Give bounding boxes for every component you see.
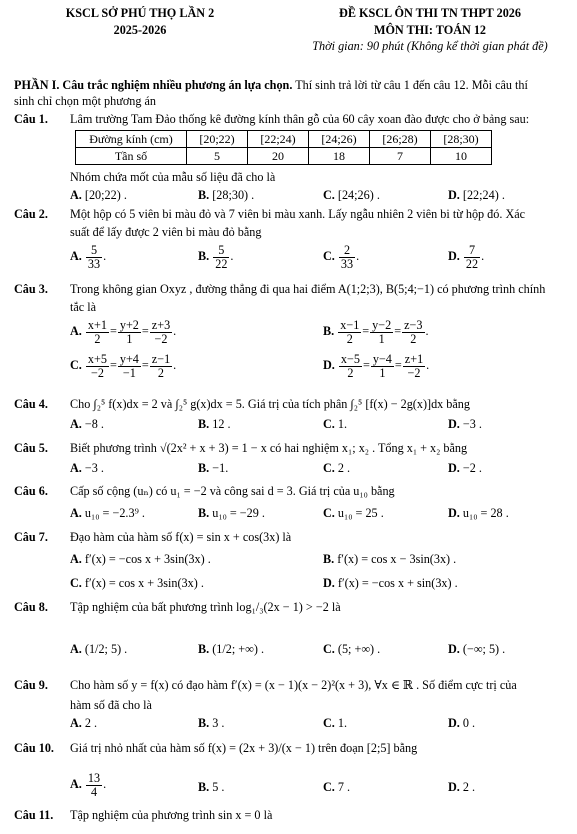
q3-option-a[interactable]: A. $\frac{x+1}{2}$ = $\frac{y+2}{1}$ = $\frac{z+3}{-2}$ . — [70, 318, 177, 346]
q7-option-d[interactable]: D. f′(x) = −cos x + sin(3x) . — [323, 576, 458, 590]
q11-label: Câu 11. — [14, 808, 54, 822]
q8-option-a[interactable]: A. (1/2; 5) . — [70, 642, 128, 656]
table-row — [76, 131, 492, 148]
q3-option-c[interactable]: C. $\frac{x+5}{-2}$ = $\frac{y+4}{-1}$ = $\frac{z-1}{2}$ . — [70, 352, 177, 380]
section-intro: PHẦN I. Câu trắc nghiệm nhiều phương án lựa chọn. Thí sinh trả lời từ câu 1 đến câu 12. Mỗi câu thí — [14, 78, 528, 92]
q6-option-a[interactable]: A. u₁₀ = −2.3⁹ . — [70, 506, 145, 520]
table-cell: [28;30) — [431, 131, 492, 148]
exam-header — [0, 6, 577, 61]
q6-option-c[interactable]: C. u₁₀ = 25 . — [323, 506, 384, 520]
table-cell: Tần số — [76, 148, 187, 165]
q10-text: Giá trị nhỏ nhất của hàm số f(x) = (2x + 3)/(x − 1) trên đoạn [2;5] bằng — [70, 741, 418, 755]
table-cell: [20;22) — [187, 131, 248, 148]
q4-label: Câu 4. — [14, 397, 48, 411]
q1-subtext: Nhóm chứa mốt của mẫu số liệu đã cho là — [70, 170, 276, 184]
q2-option-a[interactable]: A. $\frac{5}{33}$ . — [70, 243, 107, 271]
q8-option-c[interactable]: C. (5; +∞) . — [323, 642, 381, 656]
table-cell: 10 — [431, 148, 492, 165]
q5-option-b[interactable]: B. −1. — [198, 461, 229, 475]
q2-option-d[interactable]: D. $\frac{7}{22}$ . — [448, 243, 485, 271]
q8-text: Tập nghiệm của bất phương trình log₁/₃(2x − 1) > −2 là — [70, 600, 341, 614]
q7-option-a[interactable]: A. f′(x) = −cos x + 3sin(3x) . — [70, 552, 211, 566]
q9-option-a[interactable]: A. 2 . — [70, 716, 98, 730]
q1-option-d[interactable]: D. [22;24) . — [448, 188, 505, 202]
q8-option-d[interactable]: D. (−∞; 5) . — [448, 642, 506, 656]
q11-text: Tập nghiệm của phương trình sin x = 0 là — [70, 808, 273, 822]
q9-option-d[interactable]: D. 0 . — [448, 716, 476, 730]
q1-label: Câu 1. — [14, 112, 48, 126]
q3-label: Câu 3. — [14, 282, 48, 296]
table-cell: [26;28) — [370, 131, 431, 148]
table-cell: [24;26) — [309, 131, 370, 148]
q7-option-b[interactable]: B. f′(x) = cos x − 3sin(3x) . — [323, 552, 457, 566]
table-cell: 18 — [309, 148, 370, 165]
table-cell: 5 — [187, 148, 248, 165]
q2-text-line2: suất để lấy được 2 viên bi màu đỏ bằng — [70, 225, 262, 239]
q7-option-c[interactable]: C. f′(x) = cos x + 3sin(3x) . — [70, 576, 204, 590]
q9-text: Cho hàm số y = f(x) có đạo hàm f′(x) = (x − 1)(x − 2)²(x + 3), ∀x ∈ ℝ . Số điểm cực trị của — [70, 678, 517, 692]
school-year: 2025-2026 — [113, 23, 167, 37]
q4-option-a[interactable]: A. −8 . — [70, 417, 104, 431]
q9-text-line2: hàm số đã cho là — [70, 698, 152, 712]
q10-option-d[interactable]: D. 2 . — [448, 780, 476, 794]
q5-label: Câu 5. — [14, 441, 48, 455]
q10-option-a[interactable]: A. $\frac{13}{4}$ . — [70, 771, 107, 799]
q2-text: Một hộp có 5 viên bi màu đỏ và 7 viên bi màu xanh. Lấy ngẫu nhiên 2 viên bi từ hộp đó. Xác — [70, 207, 526, 221]
school-title: KSCL SỞ PHÚ THỌ LẦN 2 — [65, 6, 215, 20]
q9-option-b[interactable]: B. 3 . — [198, 716, 225, 730]
exam-title: ĐỀ KSCL ÔN THI TN THPT 2026 — [339, 6, 521, 20]
q6-option-b[interactable]: B. u₁₀ = −29 . — [198, 506, 265, 520]
q5-text: Biết phương trình √(2x² + x + 3) = 1 − x có hai nghiệm x₁; x₂ . Tổng x₁ + x₂ bằng — [70, 441, 468, 455]
q4-option-c[interactable]: C. 1. — [323, 417, 348, 431]
q3-text-line2: tắc là — [70, 300, 97, 314]
q8-option-b[interactable]: B. (1/2; +∞) . — [198, 642, 265, 656]
q4-option-d[interactable]: D. −3 . — [448, 417, 482, 431]
q2-option-b[interactable]: B. $\frac{5}{22}$ . — [198, 243, 234, 271]
table-row — [76, 148, 492, 165]
q10-option-c[interactable]: C. 7 . — [323, 780, 351, 794]
q5-option-d[interactable]: D. −2 . — [448, 461, 482, 475]
q9-option-c[interactable]: C. 1. — [323, 716, 348, 730]
q6-label: Câu 6. — [14, 484, 48, 498]
q1-text: Lâm trường Tam Đảo thống kê đường kính thân gỗ của 60 cây xoan đào được cho ở bảng sau: — [70, 112, 530, 126]
q10-label: Câu 10. — [14, 741, 54, 755]
q6-option-d[interactable]: D. u₁₀ = 28 . — [448, 506, 509, 520]
q7-label: Câu 7. — [14, 530, 48, 544]
exam-subject: MÔN THI: TOÁN 12 — [373, 23, 487, 37]
q3-option-b[interactable]: B. $\frac{x-1}{2}$ = $\frac{y-2}{1}$ = $\frac{z-3}{2}$ . — [323, 318, 429, 346]
section-intro-line2: sinh chỉ chọn một phương án — [14, 94, 157, 108]
q9-label: Câu 9. — [14, 678, 48, 692]
frequency-table — [75, 130, 492, 165]
table-cell: 7 — [370, 148, 431, 165]
q2-label: Câu 2. — [14, 207, 48, 221]
q1-option-b[interactable]: B. [28;30) . — [198, 188, 255, 202]
q5-option-a[interactable]: A. −3 . — [70, 461, 104, 475]
q5-option-c[interactable]: C. 2 . — [323, 461, 351, 475]
exam-duration: Thời gian: 90 phút (Không kể thời gian phát đề) — [312, 39, 548, 53]
q1-option-c[interactable]: C. [24;26) . — [323, 188, 380, 202]
table-cell: [22;24) — [248, 131, 309, 148]
q3-option-d[interactable]: D. $\frac{x-5}{2}$ = $\frac{y-4}{1}$ = $\frac{z+1}{-2}$ . — [323, 352, 430, 380]
q6-text: Cấp số cộng (uₙ) có u₁ = −2 và công sai d = 3. Giá trị của u₁₀ bằng — [70, 484, 395, 498]
q3-text: Trong không gian Oxyz , đường thẳng đi qua hai điểm A(1;2;3), B(5;4;−1) có phương trình chính — [70, 282, 546, 296]
q4-text: Cho ∫₂⁵ f(x)dx = 2 và ∫₂⁵ g(x)dx = 5. Giá trị của tích phân ∫₂⁵ [f(x) − 2g(x)]dx bằng — [70, 397, 470, 411]
table-cell: Đường kính (cm) — [76, 131, 187, 148]
q8-label: Câu 8. — [14, 600, 48, 614]
q4-option-b[interactable]: B. 12 . — [198, 417, 231, 431]
q2-option-c[interactable]: C. $\frac{2}{33}$ . — [323, 243, 360, 271]
q7-text: Đạo hàm của hàm số f(x) = sin x + cos(3x) là — [70, 530, 292, 544]
q10-option-b[interactable]: B. 5 . — [198, 780, 225, 794]
q1-option-a[interactable]: A. [20;22) . — [70, 188, 127, 202]
table-cell: 20 — [248, 148, 309, 165]
